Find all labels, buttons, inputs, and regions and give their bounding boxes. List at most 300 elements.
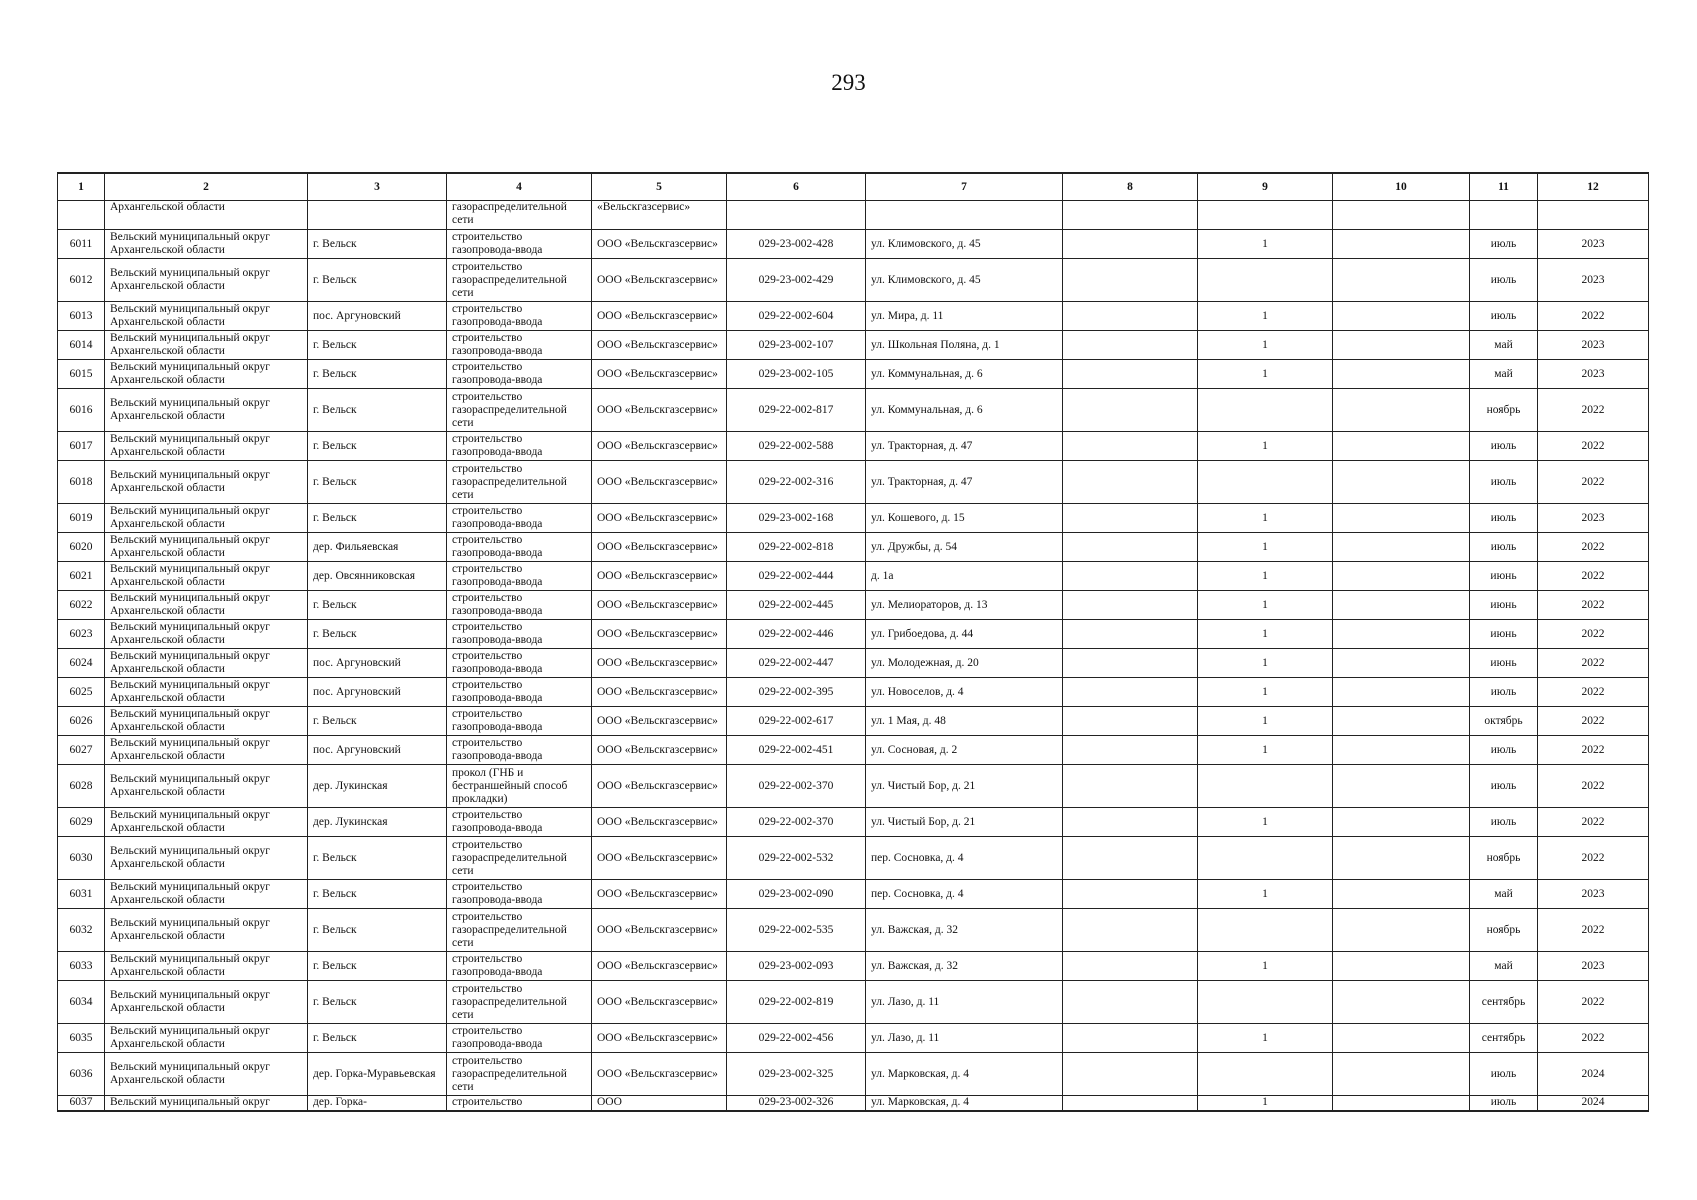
- table-row: [58, 504, 1649, 533]
- cell-year: 2022: [1538, 649, 1649, 678]
- cell-number: 6018: [58, 461, 105, 504]
- cell-organization: ООО «Вельскгазсервис»: [592, 331, 727, 360]
- cell-organization: ООО «Вельскгазсервис»: [592, 230, 727, 259]
- cell-month: сентябрь: [1470, 1024, 1538, 1053]
- cell-col10: [1333, 591, 1470, 620]
- cell-address: ул. Марковская, д. 4: [866, 1053, 1063, 1096]
- table-row: [58, 562, 1649, 591]
- cell-year: 2022: [1538, 981, 1649, 1024]
- cell-settlement: г. Вельск: [308, 230, 447, 259]
- cell-address: ул. Новоселов, д. 4: [866, 678, 1063, 707]
- cell-municipality: Вельский муниципальный округ Архангельской области: [105, 504, 308, 533]
- cell-col8: [1063, 504, 1198, 533]
- cell-month: июль: [1470, 259, 1538, 302]
- cell-col9: [1198, 389, 1333, 432]
- cell-organization: ООО «Вельскгазсервис»: [592, 360, 727, 389]
- cell-municipality: Вельский муниципальный округ Архангельской области: [105, 533, 308, 562]
- cell-number: [58, 201, 105, 230]
- cell-col8: [1063, 909, 1198, 952]
- cell-municipality: Вельский муниципальный округ Архангельской области: [105, 389, 308, 432]
- cell-month: май: [1470, 952, 1538, 981]
- cell-col10: [1333, 620, 1470, 649]
- cell-col8: [1063, 389, 1198, 432]
- cell-code: 029-23-002-107: [727, 331, 866, 360]
- cell-settlement: г. Вельск: [308, 461, 447, 504]
- cell-col10: [1333, 302, 1470, 331]
- cell-col9: 1: [1198, 562, 1333, 591]
- table-row: [58, 259, 1649, 302]
- cell-number: 6015: [58, 360, 105, 389]
- cell-month: июль: [1470, 678, 1538, 707]
- cell-settlement: г. Вельск: [308, 837, 447, 880]
- cell-month: июль: [1470, 302, 1538, 331]
- cell-settlement: дер. Лукинская: [308, 808, 447, 837]
- cell-col10: [1333, 837, 1470, 880]
- continuation-row: [58, 201, 1649, 230]
- cell-organization: ООО «Вельскгазсервис»: [592, 533, 727, 562]
- cell-municipality: Вельский муниципальный округ Архангельской области: [105, 259, 308, 302]
- cell-work-type: строительство газопровода-ввода: [447, 620, 592, 649]
- page-number: 293: [831, 70, 866, 95]
- cell-organization: ООО «Вельскгазсервис»: [592, 837, 727, 880]
- cell-settlement: г. Вельск: [308, 331, 447, 360]
- cell-organization: ООО: [592, 1096, 727, 1112]
- cell-col9: 1: [1198, 360, 1333, 389]
- table-row: [58, 837, 1649, 880]
- cell-work-type: строительство газопровода-ввода: [447, 504, 592, 533]
- table-row: [58, 909, 1649, 952]
- cell-work-type: строительство: [447, 1096, 592, 1112]
- cell-col8: [1063, 1053, 1198, 1096]
- cell-col10: [1333, 808, 1470, 837]
- cell-number: 6028: [58, 765, 105, 808]
- cell-number: 6017: [58, 432, 105, 461]
- cell-address: ул. Тракторная, д. 47: [866, 432, 1063, 461]
- cell-number: 6014: [58, 331, 105, 360]
- cell-col8: [1063, 808, 1198, 837]
- cell-col10: [1333, 1024, 1470, 1053]
- table-row: [58, 331, 1649, 360]
- cell-month: июль: [1470, 765, 1538, 808]
- cell-col10: [1333, 1096, 1470, 1112]
- cell-code: 029-22-002-370: [727, 808, 866, 837]
- cell-year: 2022: [1538, 620, 1649, 649]
- column-number: 12: [1538, 173, 1649, 201]
- cell-col10: [1333, 649, 1470, 678]
- cell-address: ул. Лазо, д. 11: [866, 981, 1063, 1024]
- table-row: [58, 533, 1649, 562]
- cell-organization: ООО «Вельскгазсервис»: [592, 620, 727, 649]
- cell-col9: 1: [1198, 1024, 1333, 1053]
- cell-settlement: г. Вельск: [308, 1024, 447, 1053]
- cell-municipality: Вельский муниципальный округ Архангельской области: [105, 880, 308, 909]
- cell-settlement: дер. Овсянниковская: [308, 562, 447, 591]
- cell-col10: [1333, 389, 1470, 432]
- cell-col9: [1198, 259, 1333, 302]
- cell-col10: [1333, 765, 1470, 808]
- table-row: [58, 880, 1649, 909]
- cell-col9: [1198, 909, 1333, 952]
- cell-code: 029-23-002-326: [727, 1096, 866, 1112]
- cell-year: 2022: [1538, 562, 1649, 591]
- table-row: [58, 620, 1649, 649]
- registry-table: [57, 172, 1649, 1112]
- cell-work-type: строительство газопровода-ввода: [447, 880, 592, 909]
- cell-month: июль: [1470, 504, 1538, 533]
- cell-work-type: строительство газопровода-ввода: [447, 707, 592, 736]
- cell-month: июнь: [1470, 620, 1538, 649]
- cell-month: июль: [1470, 432, 1538, 461]
- cell-settlement: г. Вельск: [308, 880, 447, 909]
- cell-month: [1470, 201, 1538, 230]
- cell-settlement: пос. Аргуновский: [308, 736, 447, 765]
- cell-address: ул. Школьная Поляна, д. 1: [866, 331, 1063, 360]
- cell-month: май: [1470, 360, 1538, 389]
- cell-year: 2023: [1538, 952, 1649, 981]
- cell-municipality: Вельский муниципальный округ Архангельской области: [105, 360, 308, 389]
- cell-municipality: Вельский муниципальный округ Архангельской области: [105, 331, 308, 360]
- cell-col10: [1333, 504, 1470, 533]
- cell-month: июнь: [1470, 591, 1538, 620]
- cell-work-type: прокол (ГНБ и бестраншейный способ прокладки): [447, 765, 592, 808]
- table-row: [58, 230, 1649, 259]
- cell-work-type: строительство газопровода-ввода: [447, 678, 592, 707]
- cell-year: 2022: [1538, 678, 1649, 707]
- cell-col8: [1063, 461, 1198, 504]
- cell-year: 2023: [1538, 259, 1649, 302]
- table-row: [58, 707, 1649, 736]
- cell-municipality: Вельский муниципальный округ Архангельской области: [105, 837, 308, 880]
- cell-address: пер. Сосновка, д. 4: [866, 837, 1063, 880]
- cell-work-type: строительство газопровода-ввода: [447, 432, 592, 461]
- cell-address: ул. Марковская, д. 4: [866, 1096, 1063, 1112]
- cell-number: 6020: [58, 533, 105, 562]
- cell-settlement: г. Вельск: [308, 981, 447, 1024]
- cell-address: ул. Мира, д. 11: [866, 302, 1063, 331]
- cell-code: 029-22-002-818: [727, 533, 866, 562]
- cell-col9: 1: [1198, 331, 1333, 360]
- cell-col9: [1198, 201, 1333, 230]
- table-row: [58, 678, 1649, 707]
- cell-code: 029-22-002-451: [727, 736, 866, 765]
- table-row: [58, 432, 1649, 461]
- cell-year: 2022: [1538, 591, 1649, 620]
- cell-address: д. 1а: [866, 562, 1063, 591]
- cell-month: июль: [1470, 1096, 1538, 1112]
- cell-year: 2022: [1538, 389, 1649, 432]
- cell-municipality: Вельский муниципальный округ Архангельской области: [105, 562, 308, 591]
- cell-code: 029-23-002-429: [727, 259, 866, 302]
- cell-municipality: Вельский муниципальный округ Архангельской области: [105, 736, 308, 765]
- cell-work-type: строительство газораспределительной сети: [447, 909, 592, 952]
- cell-number: 6029: [58, 808, 105, 837]
- cell-code: 029-22-002-446: [727, 620, 866, 649]
- cell-work-type: строительство газопровода-ввода: [447, 952, 592, 981]
- cell-municipality: Вельский муниципальный округ Архангельской области: [105, 230, 308, 259]
- cell-col10: [1333, 1053, 1470, 1096]
- cell-year: 2022: [1538, 432, 1649, 461]
- cell-number: 6031: [58, 880, 105, 909]
- cell-year: 2023: [1538, 360, 1649, 389]
- cell-year: 2023: [1538, 504, 1649, 533]
- cell-code: 029-22-002-316: [727, 461, 866, 504]
- cell-month: июль: [1470, 230, 1538, 259]
- cell-col10: [1333, 230, 1470, 259]
- cell-address: ул. Коммунальная, д. 6: [866, 389, 1063, 432]
- cell-settlement: г. Вельск: [308, 432, 447, 461]
- cell-col9: 1: [1198, 952, 1333, 981]
- cell-col10: [1333, 909, 1470, 952]
- cell-work-type: строительство газораспределительной сети: [447, 461, 592, 504]
- cell-col9: 1: [1198, 591, 1333, 620]
- cell-year: 2022: [1538, 533, 1649, 562]
- cell-address: пер. Сосновка, д. 4: [866, 880, 1063, 909]
- cell-code: 029-23-002-428: [727, 230, 866, 259]
- cell-number: 6012: [58, 259, 105, 302]
- cell-settlement: г. Вельск: [308, 591, 447, 620]
- cell-municipality: Вельский муниципальный округ Архангельской области: [105, 808, 308, 837]
- cell-col9: 1: [1198, 432, 1333, 461]
- cell-organization: ООО «Вельскгазсервис»: [592, 678, 727, 707]
- cell-col9: 1: [1198, 808, 1333, 837]
- column-number: 7: [866, 173, 1063, 201]
- cell-col8: [1063, 302, 1198, 331]
- cell-number: 6032: [58, 909, 105, 952]
- cell-year: 2022: [1538, 909, 1649, 952]
- cell-year: 2022: [1538, 837, 1649, 880]
- cell-work-type: строительство газопровода-ввода: [447, 736, 592, 765]
- cell-settlement: пос. Аргуновский: [308, 649, 447, 678]
- cell-col9: 1: [1198, 880, 1333, 909]
- cell-municipality: Вельский муниципальный округ Архангельской области: [105, 678, 308, 707]
- cell-address: ул. Важская, д. 32: [866, 909, 1063, 952]
- cell-settlement: г. Вельск: [308, 952, 447, 981]
- cell-municipality: Вельский муниципальный округ Архангельской области: [105, 302, 308, 331]
- cell-col10: [1333, 981, 1470, 1024]
- cell-work-type: строительство газораспределительной сети: [447, 837, 592, 880]
- cell-month: июль: [1470, 533, 1538, 562]
- cell-col8: [1063, 1096, 1198, 1112]
- table-row: [58, 389, 1649, 432]
- cell-col9: [1198, 837, 1333, 880]
- cell-municipality: Вельский муниципальный округ Архангельской области: [105, 765, 308, 808]
- cell-address: ул. 1 Мая, д. 48: [866, 707, 1063, 736]
- cell-address: ул. Чистый Бор, д. 21: [866, 808, 1063, 837]
- cell-municipality: Вельский муниципальный округ Архангельской области: [105, 1053, 308, 1096]
- cell-code: [727, 201, 866, 230]
- cell-work-type: строительство газораспределительной сети: [447, 389, 592, 432]
- cell-year: 2022: [1538, 461, 1649, 504]
- cell-municipality: Вельский муниципальный округ Архангельской области: [105, 591, 308, 620]
- cell-year: 2024: [1538, 1053, 1649, 1096]
- cell-work-type: строительство газопровода-ввода: [447, 360, 592, 389]
- cell-col10: [1333, 562, 1470, 591]
- table-row: [58, 461, 1649, 504]
- cell-col10: [1333, 259, 1470, 302]
- cell-col10: [1333, 952, 1470, 981]
- table-row: [58, 360, 1649, 389]
- cell-work-type: строительство газораспределительной сети: [447, 981, 592, 1024]
- cell-work-type: строительство газопровода-ввода: [447, 808, 592, 837]
- column-number: 5: [592, 173, 727, 201]
- cell-year: 2022: [1538, 707, 1649, 736]
- cell-organization: ООО «Вельскгазсервис»: [592, 562, 727, 591]
- cell-number: 6033: [58, 952, 105, 981]
- cell-work-type: строительство газораспределительной сети: [447, 1053, 592, 1096]
- cell-col8: [1063, 649, 1198, 678]
- cell-number: 6025: [58, 678, 105, 707]
- column-number: 2: [105, 173, 308, 201]
- cell-month: июнь: [1470, 562, 1538, 591]
- cell-col9: [1198, 1053, 1333, 1096]
- cell-col8: [1063, 736, 1198, 765]
- cell-code: 029-22-002-604: [727, 302, 866, 331]
- cell-address: [866, 201, 1063, 230]
- cell-code: 029-22-002-535: [727, 909, 866, 952]
- cell-col8: [1063, 259, 1198, 302]
- cell-col9: 1: [1198, 707, 1333, 736]
- column-number: 11: [1470, 173, 1538, 201]
- cell-col10: [1333, 678, 1470, 707]
- cell-code: 029-23-002-168: [727, 504, 866, 533]
- cell-year: 2024: [1538, 1096, 1649, 1112]
- cell-organization: ООО «Вельскгазсервис»: [592, 259, 727, 302]
- cell-code: 029-22-002-447: [727, 649, 866, 678]
- cell-col10: [1333, 331, 1470, 360]
- cell-col9: 1: [1198, 302, 1333, 331]
- cell-month: июль: [1470, 736, 1538, 765]
- cell-address: ул. Коммунальная, д. 6: [866, 360, 1063, 389]
- cell-number: 6027: [58, 736, 105, 765]
- cell-month: май: [1470, 880, 1538, 909]
- cell-col9: [1198, 981, 1333, 1024]
- cell-month: июнь: [1470, 649, 1538, 678]
- cell-number: 6013: [58, 302, 105, 331]
- cell-code: 029-22-002-444: [727, 562, 866, 591]
- cell-organization: ООО «Вельскгазсервис»: [592, 909, 727, 952]
- cell-code: 029-23-002-093: [727, 952, 866, 981]
- cell-month: июль: [1470, 461, 1538, 504]
- cell-address: ул. Тракторная, д. 47: [866, 461, 1063, 504]
- cell-col9: 1: [1198, 620, 1333, 649]
- cell-number: 6016: [58, 389, 105, 432]
- cell-municipality: Вельский муниципальный округ Архангельской области: [105, 461, 308, 504]
- cell-col8: [1063, 1024, 1198, 1053]
- cell-col8: [1063, 837, 1198, 880]
- cell-col9: 1: [1198, 649, 1333, 678]
- cell-col10: [1333, 533, 1470, 562]
- cell-number: 6036: [58, 1053, 105, 1096]
- cell-col9: 1: [1198, 533, 1333, 562]
- cell-col9: [1198, 765, 1333, 808]
- cell-year: 2023: [1538, 880, 1649, 909]
- cell-code: 029-23-002-105: [727, 360, 866, 389]
- table-row: [58, 1096, 1649, 1112]
- cell-settlement: г. Вельск: [308, 504, 447, 533]
- cell-col8: [1063, 331, 1198, 360]
- cell-month: ноябрь: [1470, 837, 1538, 880]
- cell-work-type: строительство газопровода-ввода: [447, 230, 592, 259]
- cell-address: ул. Мелиораторов, д. 13: [866, 591, 1063, 620]
- cell-month: июль: [1470, 1053, 1538, 1096]
- cell-settlement: дер. Горка-Муравьевская: [308, 1053, 447, 1096]
- cell-col10: [1333, 707, 1470, 736]
- column-number: 1: [58, 173, 105, 201]
- cell-year: 2022: [1538, 808, 1649, 837]
- cell-col9: 1: [1198, 736, 1333, 765]
- cell-organization: ООО «Вельскгазсервис»: [592, 1053, 727, 1096]
- cell-settlement: г. Вельск: [308, 259, 447, 302]
- cell-code: 029-23-002-325: [727, 1053, 866, 1096]
- cell-month: ноябрь: [1470, 389, 1538, 432]
- cell-address: ул. Климовского, д. 45: [866, 230, 1063, 259]
- cell-organization: ООО «Вельскгазсервис»: [592, 952, 727, 981]
- cell-col10: [1333, 736, 1470, 765]
- cell-settlement: дер. Лукинская: [308, 765, 447, 808]
- cell-code: 029-23-002-090: [727, 880, 866, 909]
- cell-organization: ООО «Вельскгазсервис»: [592, 432, 727, 461]
- cell-organization: ООО «Вельскгазсервис»: [592, 1024, 727, 1053]
- cell-municipality: Архангельской области: [105, 201, 308, 230]
- cell-month: ноябрь: [1470, 909, 1538, 952]
- cell-col8: [1063, 880, 1198, 909]
- cell-number: 6030: [58, 837, 105, 880]
- cell-work-type: строительство газораспределительной сети: [447, 259, 592, 302]
- cell-col10: [1333, 360, 1470, 389]
- cell-col9: 1: [1198, 1096, 1333, 1112]
- cell-organization: ООО «Вельскгазсервис»: [592, 591, 727, 620]
- cell-work-type: строительство газопровода-ввода: [447, 649, 592, 678]
- table-row: [58, 1024, 1649, 1053]
- table-row: [58, 981, 1649, 1024]
- cell-address: ул. Дружбы, д. 54: [866, 533, 1063, 562]
- cell-col8: [1063, 981, 1198, 1024]
- cell-code: 029-22-002-532: [727, 837, 866, 880]
- cell-organization: ООО «Вельскгазсервис»: [592, 649, 727, 678]
- cell-organization: ООО «Вельскгазсервис»: [592, 461, 727, 504]
- cell-col8: [1063, 360, 1198, 389]
- cell-number: 6022: [58, 591, 105, 620]
- cell-col8: [1063, 591, 1198, 620]
- cell-address: ул. Кошевого, д. 15: [866, 504, 1063, 533]
- cell-work-type: строительство газопровода-ввода: [447, 1024, 592, 1053]
- cell-address: ул. Климовского, д. 45: [866, 259, 1063, 302]
- cell-number: 6024: [58, 649, 105, 678]
- cell-number: 6026: [58, 707, 105, 736]
- cell-year: [1538, 201, 1649, 230]
- cell-code: 029-22-002-395: [727, 678, 866, 707]
- table-row: [58, 808, 1649, 837]
- cell-code: 029-22-002-445: [727, 591, 866, 620]
- cell-settlement: г. Вельск: [308, 707, 447, 736]
- cell-municipality: Вельский муниципальный округ Архангельской области: [105, 649, 308, 678]
- cell-settlement: дер. Горка-: [308, 1096, 447, 1112]
- cell-municipality: Вельский муниципальный округ Архангельской области: [105, 620, 308, 649]
- cell-col10: [1333, 461, 1470, 504]
- cell-month: октябрь: [1470, 707, 1538, 736]
- cell-settlement: [308, 201, 447, 230]
- cell-municipality: Вельский муниципальный округ Архангельской области: [105, 952, 308, 981]
- table-row: [58, 591, 1649, 620]
- table-row: [58, 765, 1649, 808]
- cell-month: май: [1470, 331, 1538, 360]
- cell-col8: [1063, 533, 1198, 562]
- cell-address: ул. Грибоедова, д. 44: [866, 620, 1063, 649]
- cell-year: 2022: [1538, 1024, 1649, 1053]
- cell-work-type: строительство газопровода-ввода: [447, 331, 592, 360]
- cell-municipality: Вельский муниципальный округ Архангельской области: [105, 909, 308, 952]
- cell-number: 6019: [58, 504, 105, 533]
